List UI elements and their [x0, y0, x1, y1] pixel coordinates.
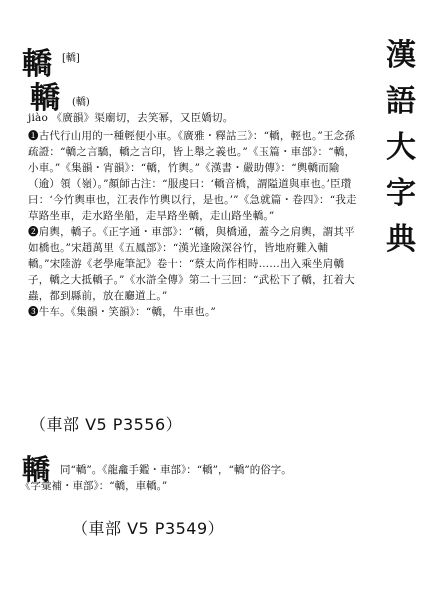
headword-sub-tag: (轎) — [72, 97, 90, 108]
headword-main-tag: [轎] — [62, 53, 80, 64]
sense-2: ❷肩輿，轎子。《正字通・車部》：“轎，與橋通，蓋今之肩輿，謂其平如橋也。”宋趙萬里《五鳳部》：“漢光逢險深谷竹，皆地府難入輔轎。”宋陸游《老學庵筆記》卷十：“蔡太尚作相時……出入乘坐肩轎子，轎之大抵轎子。”《水滸全傳》第二十三回：“武松下了轎，扛着大蟲，都到縣前，放在廳道上。” — [28, 226, 355, 302]
dictionary-title — [381, 38, 421, 258]
handwritten-note-1: （車部 V5 P3556） — [30, 415, 183, 434]
headword-sub: 轎 — [30, 81, 60, 116]
headword-third: 轎 — [22, 453, 51, 486]
title-char-5: 典 — [386, 222, 416, 257]
third-line-1: 同“轎”。《龍龕手鑑・車部》：“轎”，“轎”的俗字。 — [60, 464, 292, 476]
third-line-2: 《字彙補・車部》：“轎，車轎。” — [20, 480, 168, 492]
entry-text — [28, 110, 358, 320]
title-char-1: 漢 — [386, 38, 416, 73]
title-char-3: 大 — [386, 130, 416, 165]
headword-main: 轎 — [22, 47, 52, 82]
handwritten-note-2: （車部 V5 P3549） — [72, 519, 225, 538]
title-char-4: 字 — [386, 176, 416, 211]
sense-3: ❸牛车。《集韻・笑韻》：“轎，牛車也。” — [28, 306, 216, 318]
pronunciation-line: jiào 《廣韻》渠廟切，去笑幂，又臣嬌切。 — [28, 112, 234, 124]
sense-1: ❶古代行山用的一種輕便小車。《廣雅・釋詁三》：“轎，輕也。”王念孫疏證：“轎之言驕，轎之言印，皆上舉之義也。”《玉篇・車部》：“轎，小車。”《集韻・宵韻》：“轎，竹輿。”《漢書・嚴助傳》：“輿轎而隃（逾）領（嶺）。”顏師古注：“服虔曰：‘轎音橋，謂隘道與車也。’臣瓚曰：‘今竹輿車也，江表作竹輿以行，是也。’”《急就篇・卷四》：“我走草路坐車，走水路坐船，走旱路坐轎，走山路坐轎。” — [28, 130, 357, 222]
third-entry-text — [20, 462, 380, 494]
title-char-2: 語 — [386, 84, 416, 119]
